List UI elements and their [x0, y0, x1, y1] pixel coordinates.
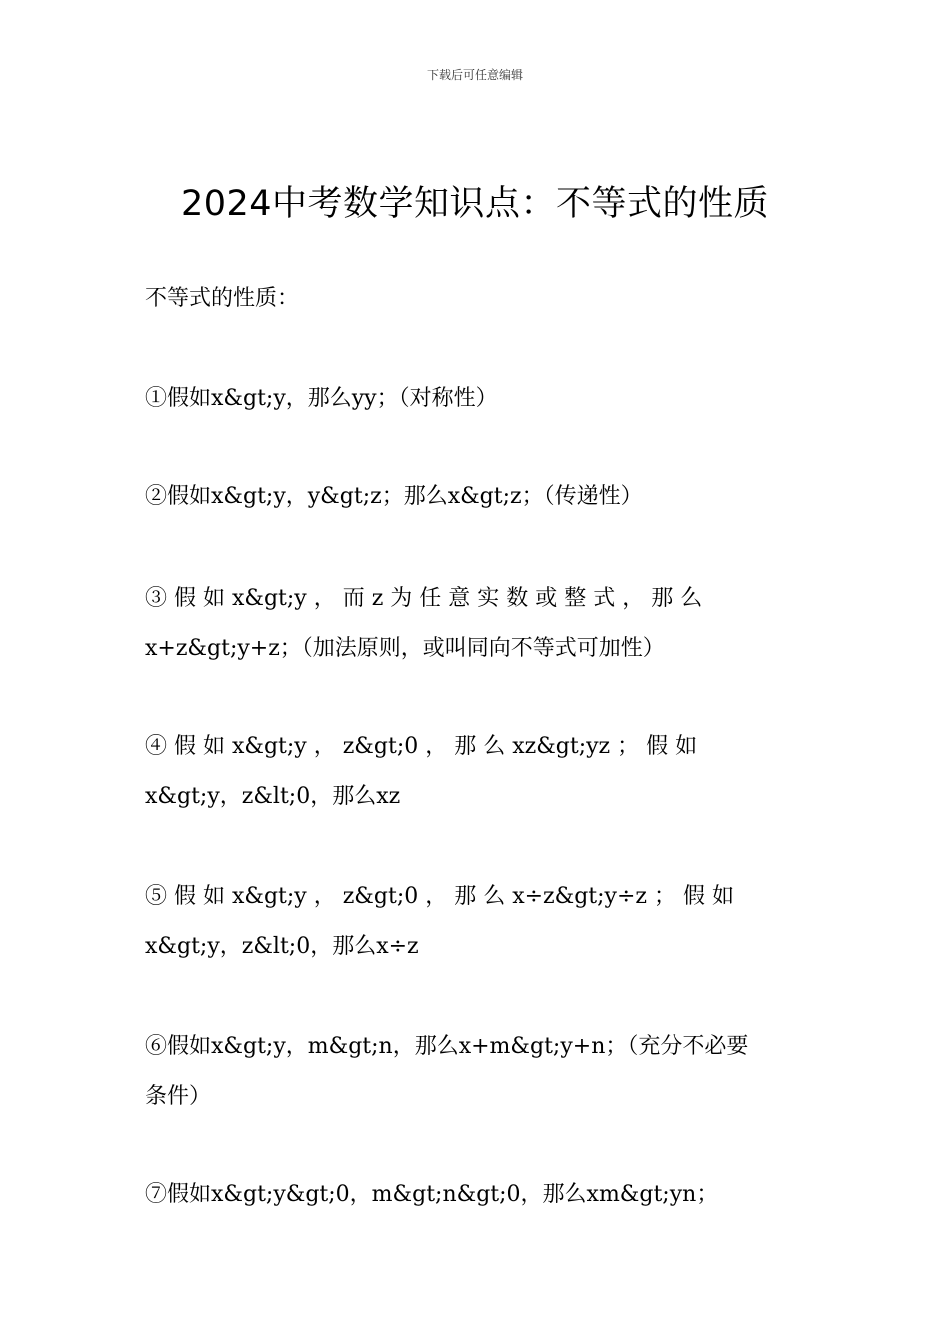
document-title: 2024中考数学知识点：不等式的性质 [180, 184, 770, 224]
intro-paragraph: 不等式的性质： [145, 286, 300, 311]
property-item-4 [145, 722, 807, 822]
header-note: 下载后可任意编辑 [426, 68, 523, 82]
property-item-6-line-2: 条件） [145, 1084, 212, 1109]
property-item-1-line-1: ①假如x&gt;y，那么yy；（对称性） [145, 386, 498, 411]
property-item-4-line-2: x&gt;y，z&lt;0，那么xz [145, 784, 401, 809]
property-item-3-line-1: ③ 假 如 x&gt;y ， 而 z 为 任 意 实 数 或 整 式 ， 那 么 [145, 586, 703, 611]
property-item-3-line-2: x+z&gt;y+z；（加法原则，或叫同向不等式可加性） [145, 636, 665, 661]
property-item-6 [145, 1022, 807, 1122]
property-item-3 [145, 574, 807, 674]
property-item-4-line-1: ④ 假 如 x&gt;y ， z&gt;0 ， 那 么 xz&gt;yz ； 假 如 [145, 734, 698, 759]
property-item-5-line-2: x&gt;y，z&lt;0，那么x÷z [145, 934, 419, 959]
property-item-5 [145, 872, 807, 972]
property-item-2-line-1: ②假如x&gt;y，y&gt;z；那么x&gt;z；（传递性） [145, 484, 643, 509]
property-item-7 [145, 1170, 807, 1220]
property-item-5-line-1: ⑤ 假 如 x&gt;y ， z&gt;0 ， 那 么 x÷z&gt;y÷z ； 假 如 [145, 884, 734, 909]
property-item-7-line-1: ⑦假如x&gt;y&gt;0，m&gt;n&gt;0，那么xm&gt;yn； [145, 1182, 719, 1207]
property-item-6-line-1: ⑥假如x&gt;y，m&gt;n，那么x+m&gt;y+n；（充分不必要 [145, 1034, 749, 1059]
property-item-1 [145, 374, 807, 424]
property-item-2 [145, 472, 807, 522]
